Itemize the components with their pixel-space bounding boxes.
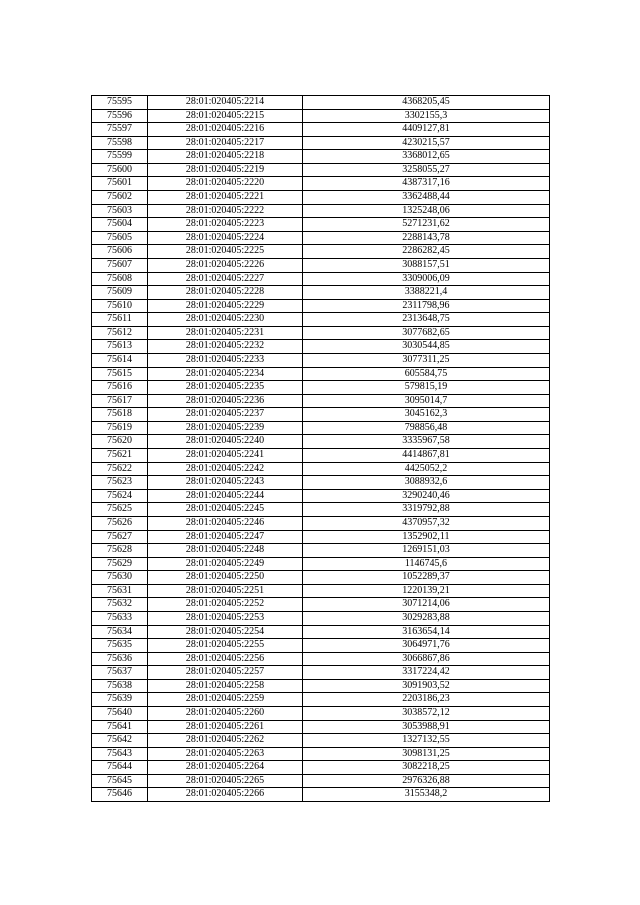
value-cell: 3088157,51 (303, 258, 550, 272)
value-cell: 4414867,81 (303, 449, 550, 463)
table-row (92, 666, 550, 680)
table-row (92, 462, 550, 476)
row-number-cell: 75597 (92, 123, 148, 137)
table-row (92, 761, 550, 775)
cadastral-number-cell: 28:01:020405:2249 (148, 557, 303, 571)
cadastral-number-cell: 28:01:020405:2263 (148, 747, 303, 761)
cadastral-number-cell: 28:01:020405:2233 (148, 353, 303, 367)
cadastral-number-cell: 28:01:020405:2237 (148, 408, 303, 422)
table-row (92, 516, 550, 530)
table-row (92, 720, 550, 734)
row-number-cell: 75636 (92, 652, 148, 666)
row-number-cell: 75602 (92, 191, 148, 205)
row-number-cell: 75639 (92, 693, 148, 707)
row-number-cell: 75608 (92, 272, 148, 286)
value-cell: 4370957,32 (303, 516, 550, 530)
value-cell: 3319792,88 (303, 503, 550, 517)
table-row (92, 408, 550, 422)
table-row (92, 679, 550, 693)
table-row (92, 218, 550, 232)
value-cell: 3077682,65 (303, 326, 550, 340)
table-row (92, 245, 550, 259)
cadastral-number-cell: 28:01:020405:2221 (148, 191, 303, 205)
value-cell: 3388221,4 (303, 286, 550, 300)
value-cell: 3095014,7 (303, 394, 550, 408)
row-number-cell: 75634 (92, 625, 148, 639)
row-number-cell: 75620 (92, 435, 148, 449)
table-row (92, 734, 550, 748)
table-row (92, 449, 550, 463)
table-row (92, 381, 550, 395)
table-row (92, 326, 550, 340)
table-body (92, 96, 550, 802)
value-cell: 2286282,45 (303, 245, 550, 259)
cadastral-number-cell: 28:01:020405:2255 (148, 639, 303, 653)
table-row (92, 530, 550, 544)
table-row (92, 557, 550, 571)
row-number-cell: 75611 (92, 313, 148, 327)
value-cell: 3302155,3 (303, 109, 550, 123)
cadastral-number-cell: 28:01:020405:2240 (148, 435, 303, 449)
row-number-cell: 75619 (92, 421, 148, 435)
row-number-cell: 75621 (92, 449, 148, 463)
row-number-cell: 75609 (92, 286, 148, 300)
row-number-cell: 75630 (92, 571, 148, 585)
value-cell: 2311798,96 (303, 299, 550, 313)
value-cell: 3335967,58 (303, 435, 550, 449)
cadastral-number-cell: 28:01:020405:2214 (148, 96, 303, 110)
row-number-cell: 75627 (92, 530, 148, 544)
row-number-cell: 75645 (92, 774, 148, 788)
cadastral-number-cell: 28:01:020405:2226 (148, 258, 303, 272)
cadastral-number-cell: 28:01:020405:2236 (148, 394, 303, 408)
table-row (92, 272, 550, 286)
value-cell: 3091903,52 (303, 679, 550, 693)
row-number-cell: 75637 (92, 666, 148, 680)
table-row (92, 191, 550, 205)
row-number-cell: 75626 (92, 516, 148, 530)
table-row (92, 598, 550, 612)
table-row (92, 639, 550, 653)
cadastral-number-cell: 28:01:020405:2254 (148, 625, 303, 639)
value-cell: 3098131,25 (303, 747, 550, 761)
cadastral-number-cell: 28:01:020405:2231 (148, 326, 303, 340)
cadastral-number-cell: 28:01:020405:2215 (148, 109, 303, 123)
cadastral-number-cell: 28:01:020405:2241 (148, 449, 303, 463)
table-row (92, 652, 550, 666)
value-cell: 1052289,37 (303, 571, 550, 585)
value-cell: 3362488,44 (303, 191, 550, 205)
row-number-cell: 75618 (92, 408, 148, 422)
table-row (92, 625, 550, 639)
value-cell: 1352902,11 (303, 530, 550, 544)
table-row (92, 571, 550, 585)
cadastral-number-cell: 28:01:020405:2225 (148, 245, 303, 259)
cadastral-number-cell: 28:01:020405:2243 (148, 476, 303, 490)
cadastral-number-cell: 28:01:020405:2234 (148, 367, 303, 381)
cadastral-number-cell: 28:01:020405:2242 (148, 462, 303, 476)
cadastral-number-cell: 28:01:020405:2235 (148, 381, 303, 395)
value-cell: 3038572,12 (303, 707, 550, 721)
value-cell: 2313648,75 (303, 313, 550, 327)
value-cell: 3317224,42 (303, 666, 550, 680)
cadastral-number-cell: 28:01:020405:2222 (148, 204, 303, 218)
cadastral-number-cell: 28:01:020405:2266 (148, 788, 303, 802)
value-cell: 3290240,46 (303, 489, 550, 503)
table-row (92, 747, 550, 761)
table-row (92, 136, 550, 150)
value-cell: 3045162,3 (303, 408, 550, 422)
row-number-cell: 75643 (92, 747, 148, 761)
value-cell: 798856,48 (303, 421, 550, 435)
table-row (92, 503, 550, 517)
value-cell: 4387317,16 (303, 177, 550, 191)
table-row (92, 96, 550, 110)
table-row (92, 788, 550, 802)
value-cell: 3163654,14 (303, 625, 550, 639)
data-table (91, 95, 550, 802)
cadastral-number-cell: 28:01:020405:2262 (148, 734, 303, 748)
value-cell: 3030544,85 (303, 340, 550, 354)
cadastral-number-cell: 28:01:020405:2223 (148, 218, 303, 232)
row-number-cell: 75613 (92, 340, 148, 354)
row-number-cell: 75624 (92, 489, 148, 503)
cadastral-number-cell: 28:01:020405:2239 (148, 421, 303, 435)
cadastral-number-cell: 28:01:020405:2257 (148, 666, 303, 680)
row-number-cell: 75625 (92, 503, 148, 517)
cadastral-number-cell: 28:01:020405:2256 (148, 652, 303, 666)
cadastral-number-cell: 28:01:020405:2217 (148, 136, 303, 150)
cadastral-number-cell: 28:01:020405:2219 (148, 163, 303, 177)
cadastral-number-cell: 28:01:020405:2229 (148, 299, 303, 313)
cadastral-number-cell: 28:01:020405:2230 (148, 313, 303, 327)
table-row (92, 693, 550, 707)
cadastral-number-cell: 28:01:020405:2265 (148, 774, 303, 788)
value-cell: 4425052,2 (303, 462, 550, 476)
table-row (92, 544, 550, 558)
row-number-cell: 75615 (92, 367, 148, 381)
value-cell: 2288143,78 (303, 231, 550, 245)
table-row (92, 611, 550, 625)
table-row (92, 231, 550, 245)
row-number-cell: 75603 (92, 204, 148, 218)
value-cell: 605584,75 (303, 367, 550, 381)
table-row (92, 489, 550, 503)
cadastral-number-cell: 28:01:020405:2252 (148, 598, 303, 612)
value-cell: 1146745,6 (303, 557, 550, 571)
row-number-cell: 75605 (92, 231, 148, 245)
value-cell: 4368205,45 (303, 96, 550, 110)
table-row (92, 123, 550, 137)
row-number-cell: 75606 (92, 245, 148, 259)
table-row (92, 313, 550, 327)
value-cell: 3082218,25 (303, 761, 550, 775)
row-number-cell: 75600 (92, 163, 148, 177)
row-number-cell: 75642 (92, 734, 148, 748)
cadastral-number-cell: 28:01:020405:2253 (148, 611, 303, 625)
value-cell: 3077311,25 (303, 353, 550, 367)
value-cell: 3029283,88 (303, 611, 550, 625)
table-row (92, 163, 550, 177)
cadastral-number-cell: 28:01:020405:2247 (148, 530, 303, 544)
value-cell: 3064971,76 (303, 639, 550, 653)
row-number-cell: 75632 (92, 598, 148, 612)
cadastral-number-cell: 28:01:020405:2248 (148, 544, 303, 558)
table-row (92, 353, 550, 367)
table-row (92, 299, 550, 313)
cadastral-number-cell: 28:01:020405:2220 (148, 177, 303, 191)
row-number-cell: 75614 (92, 353, 148, 367)
row-number-cell: 75622 (92, 462, 148, 476)
cadastral-number-cell: 28:01:020405:2261 (148, 720, 303, 734)
row-number-cell: 75631 (92, 584, 148, 598)
cadastral-number-cell: 28:01:020405:2250 (148, 571, 303, 585)
value-cell: 579815,19 (303, 381, 550, 395)
value-cell: 3088932,6 (303, 476, 550, 490)
table-row (92, 286, 550, 300)
table-row (92, 707, 550, 721)
row-number-cell: 75612 (92, 326, 148, 340)
value-cell: 1325248,06 (303, 204, 550, 218)
table-row (92, 435, 550, 449)
value-cell: 1327132,55 (303, 734, 550, 748)
value-cell: 3309006,09 (303, 272, 550, 286)
cadastral-number-cell: 28:01:020405:2258 (148, 679, 303, 693)
value-cell: 4230215,57 (303, 136, 550, 150)
table-row (92, 177, 550, 191)
row-number-cell: 75638 (92, 679, 148, 693)
table-row (92, 258, 550, 272)
row-number-cell: 75595 (92, 96, 148, 110)
table-row (92, 367, 550, 381)
row-number-cell: 75601 (92, 177, 148, 191)
row-number-cell: 75646 (92, 788, 148, 802)
cadastral-number-cell: 28:01:020405:2264 (148, 761, 303, 775)
row-number-cell: 75610 (92, 299, 148, 313)
row-number-cell: 75640 (92, 707, 148, 721)
table-row (92, 774, 550, 788)
table-row (92, 476, 550, 490)
value-cell: 5271231,62 (303, 218, 550, 232)
table-row (92, 394, 550, 408)
cadastral-number-cell: 28:01:020405:2224 (148, 231, 303, 245)
value-cell: 3155348,2 (303, 788, 550, 802)
cadastral-number-cell: 28:01:020405:2216 (148, 123, 303, 137)
value-cell: 3258055,27 (303, 163, 550, 177)
value-cell: 2203186,23 (303, 693, 550, 707)
row-number-cell: 75604 (92, 218, 148, 232)
cadastral-number-cell: 28:01:020405:2260 (148, 707, 303, 721)
value-cell: 3368012,65 (303, 150, 550, 164)
row-number-cell: 75596 (92, 109, 148, 123)
table-row (92, 421, 550, 435)
cadastral-number-cell: 28:01:020405:2245 (148, 503, 303, 517)
cadastral-number-cell: 28:01:020405:2227 (148, 272, 303, 286)
row-number-cell: 75628 (92, 544, 148, 558)
cadastral-number-cell: 28:01:020405:2244 (148, 489, 303, 503)
row-number-cell: 75635 (92, 639, 148, 653)
row-number-cell: 75633 (92, 611, 148, 625)
value-cell: 3066867,86 (303, 652, 550, 666)
cadastral-number-cell: 28:01:020405:2232 (148, 340, 303, 354)
row-number-cell: 75644 (92, 761, 148, 775)
table-row (92, 150, 550, 164)
row-number-cell: 75599 (92, 150, 148, 164)
value-cell: 4409127,81 (303, 123, 550, 137)
table-row (92, 109, 550, 123)
value-cell: 1220139,21 (303, 584, 550, 598)
cadastral-number-cell: 28:01:020405:2246 (148, 516, 303, 530)
table-row (92, 204, 550, 218)
row-number-cell: 75616 (92, 381, 148, 395)
row-number-cell: 75623 (92, 476, 148, 490)
row-number-cell: 75641 (92, 720, 148, 734)
cadastral-number-cell: 28:01:020405:2259 (148, 693, 303, 707)
row-number-cell: 75607 (92, 258, 148, 272)
row-number-cell: 75629 (92, 557, 148, 571)
cadastral-number-cell: 28:01:020405:2228 (148, 286, 303, 300)
cadastral-number-cell: 28:01:020405:2218 (148, 150, 303, 164)
value-cell: 3071214,06 (303, 598, 550, 612)
table-row (92, 340, 550, 354)
value-cell: 3053988,91 (303, 720, 550, 734)
value-cell: 1269151,03 (303, 544, 550, 558)
row-number-cell: 75598 (92, 136, 148, 150)
cadastral-number-cell: 28:01:020405:2251 (148, 584, 303, 598)
table-row (92, 584, 550, 598)
row-number-cell: 75617 (92, 394, 148, 408)
value-cell: 2976326,88 (303, 774, 550, 788)
